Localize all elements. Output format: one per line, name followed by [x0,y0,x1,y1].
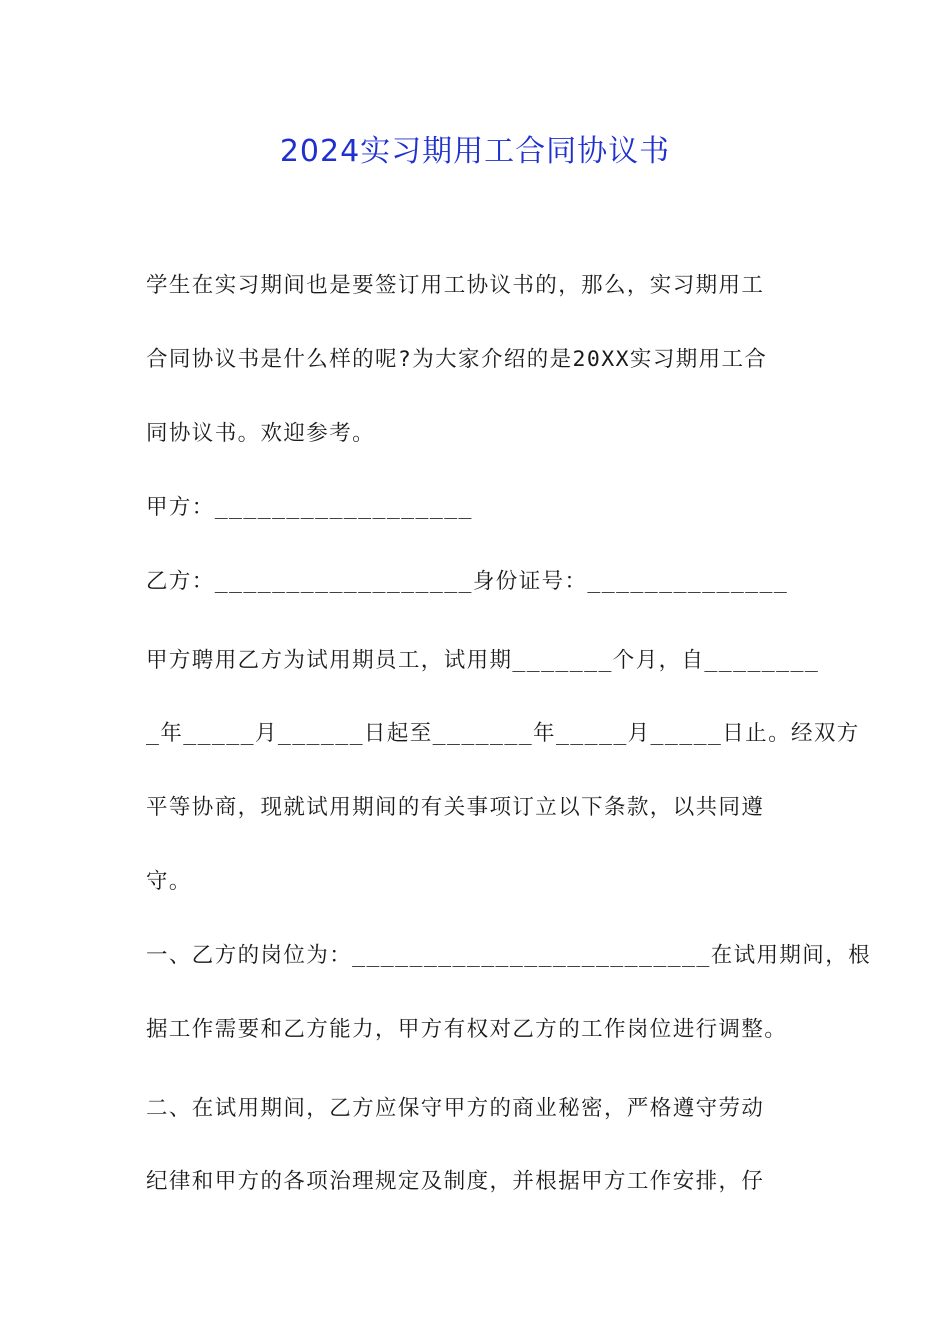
party-b-line: 乙方：__________________身份证号：______________ [146,569,789,594]
body-line-7: _年_____月______日起至_______年_____月_____日止。经双方 [146,721,860,746]
body-line-2: 合同协议书是什么样的呢?为大家介绍的是20XX实习期用工合 [146,347,768,372]
document-title: 2024实习期用工合同协议书 [279,134,671,169]
body-line-1: 学生在实习期间也是要签订用工协议书的，那么，实习期用工 [146,273,765,298]
clause-2-line-1: 二、在试用期间，乙方应保守甲方的商业秘密，严格遵守劳动 [146,1096,765,1121]
clause-1-line-1: 一、乙方的岗位为：_________________________在试用期间，根 [146,943,872,968]
body-line-8: 平等协商，现就试用期间的有关事项订立以下条款，以共同遵 [146,795,765,820]
clause-2-line-2: 纪律和甲方的各项治理规定及制度，并根据甲方工作安排，仔 [146,1169,765,1194]
party-a-line: 甲方：__________________ [146,495,473,520]
body-line-3: 同协议书。欢迎参考。 [146,421,376,446]
body-line-6: 甲方聘用乙方为试用期员工，试用期_______个月，自________ [146,648,820,673]
body-line-9: 守。 [146,869,192,894]
clause-1-line-2: 据工作需要和乙方能力，甲方有权对乙方的工作岗位进行调整。 [146,1017,788,1042]
